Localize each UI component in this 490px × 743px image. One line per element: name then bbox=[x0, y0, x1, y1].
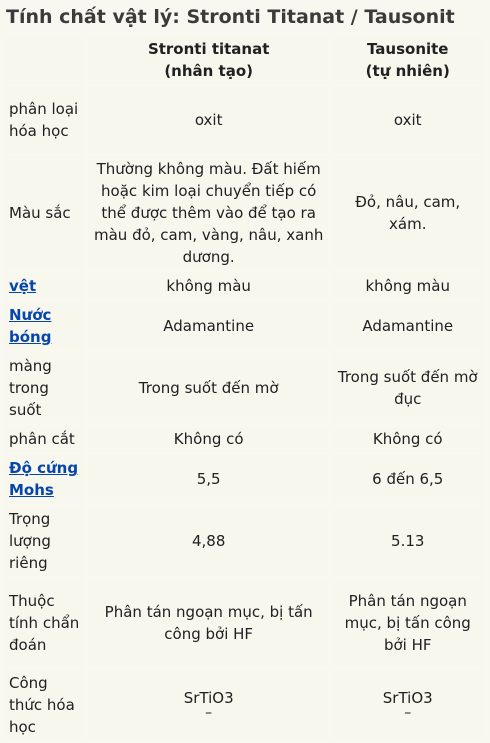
table-row bbox=[5, 579, 483, 667]
header-empty-cell bbox=[5, 36, 85, 84]
table-row bbox=[5, 506, 483, 576]
cell-a bbox=[88, 670, 330, 740]
header-a-origin: (nhân tạo) bbox=[164, 62, 254, 80]
cell-b bbox=[332, 670, 483, 740]
cell-b: Không có bbox=[332, 426, 483, 452]
cell-a: Phân tán ngoạn mục, bị tấn công bởi HF bbox=[88, 579, 330, 667]
table-row bbox=[5, 426, 483, 452]
infobox-title: Tính chất vật lý: Stronti Titanat / Tausonit bbox=[6, 6, 455, 28]
row-label bbox=[5, 273, 85, 299]
infobox bbox=[2, 2, 486, 736]
cell-b: không màu bbox=[332, 273, 483, 299]
cell-a: oxit bbox=[88, 87, 330, 153]
cell-a: Adamantine bbox=[88, 302, 330, 350]
cell-b: Đỏ, nâu, cam, xám. bbox=[332, 156, 483, 270]
cell-b: oxit bbox=[332, 87, 483, 153]
cell-b: Trong suốt đến mờ đục bbox=[332, 353, 483, 423]
table-row bbox=[5, 670, 483, 740]
header-b-name: Tausonite bbox=[366, 40, 449, 58]
formula-a: SrTiO3 bbox=[183, 689, 234, 707]
properties-table bbox=[2, 33, 486, 743]
cell-b: 5.13 bbox=[332, 506, 483, 576]
row-label: màng trong suốt bbox=[5, 353, 85, 423]
cell-a: Trong suốt đến mờ bbox=[88, 353, 330, 423]
row-label: Màu sắc bbox=[5, 156, 85, 270]
table-row bbox=[5, 156, 483, 270]
cell-b: Adamantine bbox=[332, 302, 483, 350]
cell-a: Không có bbox=[88, 426, 330, 452]
cell-a: không màu bbox=[88, 273, 330, 299]
header-row bbox=[5, 36, 483, 84]
cell-a: Thường không màu. Đất hiếm hoặc kim loại chuyển tiếp có thể được thêm vào để tạo ra màu đỏ, cam, vàng, nâu, xanh dương. bbox=[88, 156, 330, 270]
row-label bbox=[5, 455, 85, 503]
row-label: phân loại hóa học bbox=[5, 87, 85, 153]
table-row bbox=[5, 302, 483, 350]
row-label: phân cắt bbox=[5, 426, 85, 452]
link-luster[interactable]: Nước bóng bbox=[9, 306, 52, 346]
formula-a-extra: – bbox=[205, 705, 213, 721]
row-label: Trọng lượng riêng bbox=[5, 506, 85, 576]
table-row bbox=[5, 455, 483, 503]
table-row bbox=[5, 353, 483, 423]
header-strontium-titanate bbox=[88, 36, 330, 84]
cell-a: 4,88 bbox=[88, 506, 330, 576]
header-b-origin: (tự nhiên) bbox=[365, 62, 450, 80]
row-label: Công thức hóa học bbox=[5, 670, 85, 740]
cell-a: 5,5 bbox=[88, 455, 330, 503]
table-row bbox=[5, 87, 483, 153]
row-label: Thuộc tính chẩn đoán bbox=[5, 579, 85, 667]
table-row bbox=[5, 273, 483, 299]
header-tausonite bbox=[332, 36, 483, 84]
row-label bbox=[5, 302, 85, 350]
cell-b: 6 đến 6,5 bbox=[332, 455, 483, 503]
link-streak[interactable]: vệt bbox=[9, 277, 37, 295]
cell-b: Phân tán ngoạn mục, bị tấn công bởi HF bbox=[332, 579, 483, 667]
formula-b-extra: – bbox=[404, 705, 412, 721]
header-a-name: Stronti titanat bbox=[147, 40, 270, 58]
link-mohs-hardness[interactable]: Độ cứng Mohs bbox=[9, 459, 79, 499]
formula-b: SrTiO3 bbox=[382, 689, 433, 707]
